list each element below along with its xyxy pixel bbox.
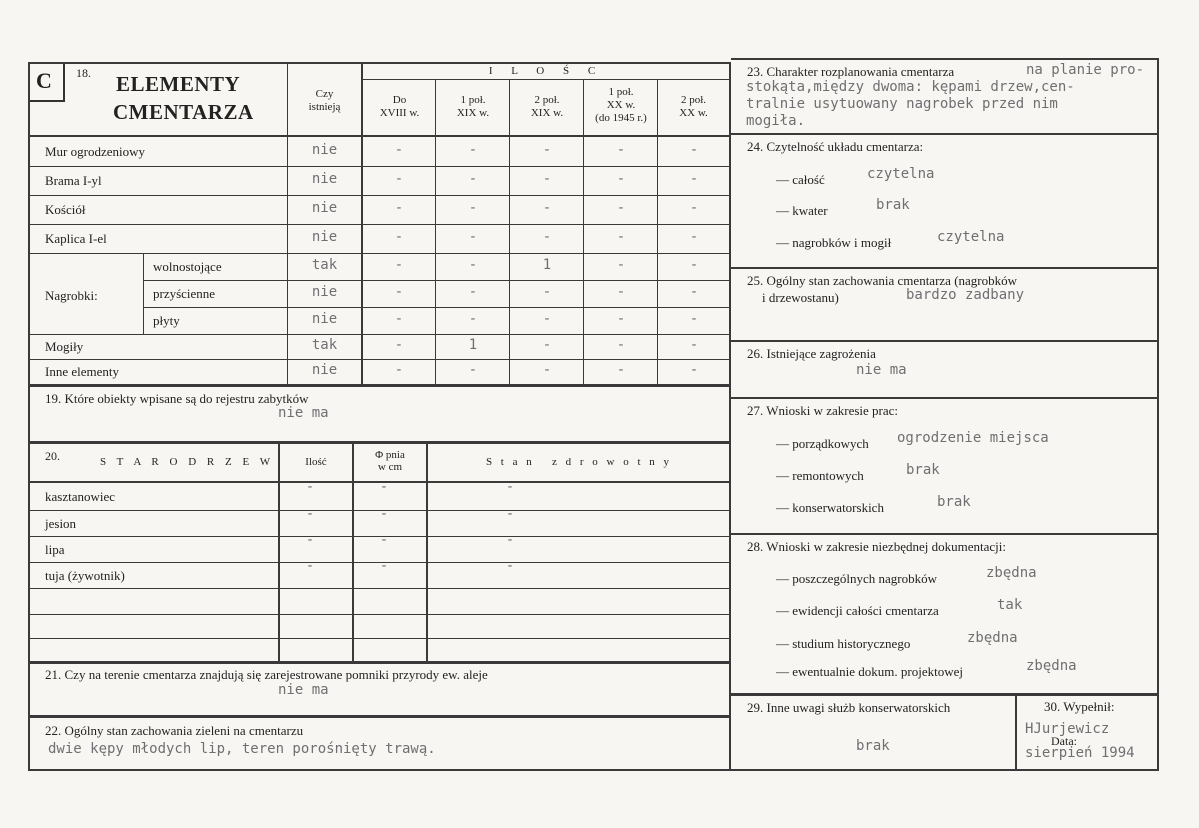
element-period-value: - [689, 170, 699, 187]
q22-label: 22. Ogólny stan zachowania zieleni na cmentarzu [45, 723, 304, 738]
element-period-value: - [616, 141, 626, 158]
element-period-value: - [394, 283, 404, 300]
period-header [436, 94, 510, 120]
grid-line [435, 80, 436, 385]
grid-line [28, 135, 731, 137]
grid-line [731, 397, 1159, 399]
element-period-value: - [542, 336, 552, 353]
element-row-label: Kościół [45, 201, 86, 217]
element-period-value: - [468, 228, 478, 245]
q29-label: 29. Inne uwagi służb konserwatorskich [747, 700, 951, 715]
q30-date-label: Data: [1051, 734, 1077, 748]
q24_items-item-value: brak [876, 197, 910, 213]
q27_items-item-value: brak [937, 494, 971, 510]
section-title-line1: ELEMENTY [116, 72, 241, 96]
section-letter: C [36, 68, 52, 93]
element-period-value: - [616, 256, 626, 273]
ilosc-header: I L O Ś C [488, 65, 604, 77]
q25-label1: 25. Ogólny stan zachowania cmentarza (nagrobków [747, 273, 1018, 288]
grid-line [28, 614, 731, 615]
nagrobki-label: Nagrobki: [45, 288, 98, 303]
q30-label: 30. Wypełnił: [1044, 699, 1115, 714]
col-exists-header [288, 88, 361, 114]
q20-ilosc: Ilość [305, 456, 327, 468]
element-period-value: - [394, 199, 404, 216]
q20-pnia [354, 449, 426, 473]
element-period-value: - [394, 361, 404, 378]
grid-line [731, 533, 1159, 535]
q22-value: dwie kępy młodych lip, teren porośnięty trawą. [48, 741, 436, 757]
grid-line [143, 253, 144, 334]
tree-ilosc: - [305, 479, 315, 495]
grid-line [657, 80, 658, 385]
tree-stan: - [505, 558, 515, 574]
element-period-value: - [468, 199, 478, 216]
period-line2: XVIII w. [379, 107, 420, 119]
grid-line [143, 280, 731, 281]
col-exists-l1: Czy [315, 88, 334, 100]
frame-line [28, 769, 731, 771]
element-period-value: - [616, 336, 626, 353]
grid-line [28, 638, 731, 639]
element-period-value: - [542, 283, 552, 300]
q21-label: 21. Czy na terenie cmentarza znajdują się zarejestrowane pomniki przyrody ew. aleje [45, 667, 488, 682]
q23-value1: na planie pro- [1026, 62, 1145, 78]
q28_items-item-label: — ewentualnie dokum. projektowej [776, 664, 964, 679]
q24-label: 24. Czytelność układu cmentarza: [747, 139, 924, 154]
period-header [363, 94, 436, 120]
q20-pnia-l1: Φ pnia [375, 449, 405, 461]
q20-num: 20. [45, 449, 60, 463]
period-line1: 1 poł. [608, 86, 634, 98]
grid-line [28, 384, 731, 387]
grid-line [361, 79, 731, 80]
q23-value4: mogiła. [746, 113, 806, 129]
element-period-value: - [468, 283, 478, 300]
period-line2: XIX w. [456, 107, 490, 119]
q28_items-item-value: zbędna [1026, 658, 1077, 674]
q20-header: S T A R O D R Z E W [100, 456, 275, 468]
element-exists-value: nie [311, 228, 338, 245]
element-row-label: płyty [153, 312, 180, 328]
element-row-label: przyścienne [153, 285, 216, 301]
tree-pnia: - [379, 506, 389, 522]
element-exists-value: nie [311, 283, 338, 300]
element-period-value: - [689, 228, 699, 245]
period-header [658, 94, 729, 120]
section-number: 18. [76, 66, 91, 80]
grid-line [28, 661, 731, 664]
grid-line [583, 80, 584, 385]
q23-value2: stokąta,między dwoma: kępami drzew,cen- [746, 79, 1075, 95]
element-period-value: - [689, 141, 699, 158]
element-period-value: - [542, 170, 552, 187]
q29-value: brak [856, 738, 890, 754]
q24_items-item-label: — nagrobków i mogił [776, 235, 892, 250]
element-period-value: - [616, 199, 626, 216]
q27-label: 27. Wnioski w zakresie prac: [747, 403, 899, 418]
q30-date: sierpień 1994 [1025, 745, 1135, 761]
tree-name: kasztanowiec [45, 489, 116, 504]
element-period-value: - [542, 141, 552, 158]
grid-line [28, 359, 731, 360]
grid-line [28, 441, 731, 444]
element-period-value: - [689, 199, 699, 216]
grid-line [731, 267, 1159, 269]
element-period-value: - [468, 310, 478, 327]
q26-value: nie ma [856, 362, 907, 378]
grid-line [28, 253, 731, 254]
element-row-label: Mogiły [45, 338, 84, 354]
element-row-label: Inne elementy [45, 363, 119, 379]
q27_items-item-value: brak [906, 462, 940, 478]
tree-ilosc: - [305, 532, 315, 548]
q20-pnia-l2: w cm [377, 461, 403, 473]
frame-line [731, 769, 1159, 771]
tree-pnia: - [379, 479, 389, 495]
tree-name: lipa [45, 542, 65, 557]
q23-label: 23. Charakter rozplanowania cmentarza [747, 64, 955, 79]
element-period-value: - [542, 199, 552, 216]
period-header [510, 94, 584, 120]
q24_items-item-value: czytelna [937, 229, 1005, 245]
q27_items-item-label: — porządkowych [776, 436, 869, 451]
frame-line [1157, 58, 1159, 771]
grid-line [352, 444, 354, 662]
q28_items-item-label: — poszczególnych nagrobków [776, 571, 938, 586]
element-period-value: - [689, 336, 699, 353]
element-row-label: Kaplica I-el [45, 230, 107, 246]
tree-stan: - [505, 506, 515, 522]
element-period-value: - [394, 336, 404, 353]
q28-label: 28. Wnioski w zakresie niezbędnej dokumentacji: [747, 539, 1006, 554]
grid-line [731, 693, 1159, 696]
grid-line [28, 715, 731, 718]
period-line3: (do 1945 r.) [595, 112, 647, 124]
element-row-label: Brama I-yl [45, 172, 102, 188]
element-exists-value: nie [311, 170, 338, 187]
q19-label: 19. Które obiekty wpisane są do rejestru zabytków [45, 391, 309, 406]
frame-line [731, 58, 1159, 60]
element-period-value: - [394, 256, 404, 273]
period-line1: 1 poł. [460, 94, 486, 106]
element-period-value: - [689, 283, 699, 300]
element-period-value: - [616, 283, 626, 300]
q27_items-item-label: — remontowych [776, 468, 864, 483]
q28_items-item-value: zbędna [986, 565, 1037, 581]
element-exists-value: nie [311, 310, 338, 327]
period-header [584, 86, 658, 125]
grid-line [1015, 693, 1017, 771]
element-period-value: - [394, 310, 404, 327]
q27_items-item-value: ogrodzenie miejsca [897, 430, 1049, 446]
tree-ilosc: - [305, 506, 315, 522]
element-period-value: - [616, 228, 626, 245]
period-line1: 2 poł. [534, 94, 560, 106]
section-letter-box [30, 64, 65, 102]
element-exists-value: nie [311, 361, 338, 378]
element-period-value: - [468, 170, 478, 187]
tree-stan: - [505, 532, 515, 548]
element-period-value: 1 [542, 256, 552, 273]
grid-line [28, 224, 731, 225]
element-period-value: - [394, 228, 404, 245]
q25-label2: i drzewostanu) [762, 290, 839, 305]
q24_items-item-value: czytelna [867, 166, 935, 182]
frame-line [28, 62, 731, 64]
element-period-value: - [616, 361, 626, 378]
q27_items-item-label: — konserwatorskich [776, 500, 884, 515]
element-period-value: - [394, 170, 404, 187]
period-line1: Do [392, 94, 407, 106]
tree-name: jesion [45, 516, 77, 531]
element-period-value: - [468, 141, 478, 158]
grid-line [28, 195, 731, 196]
tree-stan: - [505, 479, 515, 495]
element-row-label: Mur ogrodzeniowy [45, 143, 146, 159]
q28_items-item-value: zbędna [967, 630, 1018, 646]
element-period-value: - [394, 141, 404, 158]
q21-value: nie ma [278, 682, 329, 698]
grid-line [278, 444, 280, 662]
grid-line [426, 444, 428, 662]
period-line1: 2 poł. [680, 94, 707, 106]
q28_items-item-value: tak [997, 597, 1023, 613]
element-period-value: - [689, 256, 699, 273]
q28_items-item-label: — studium historycznego [776, 636, 911, 651]
grid-line [731, 133, 1159, 135]
grid-line [28, 588, 731, 589]
grid-line [143, 307, 731, 308]
q30-name: HJurjewicz [1025, 721, 1110, 737]
q24_items-item-label: — całość [776, 172, 825, 187]
element-exists-value: tak [311, 336, 338, 353]
element-period-value: - [689, 361, 699, 378]
section-title-line2: CMENTARZA [113, 100, 254, 124]
element-period-value: - [542, 310, 552, 327]
grid-line [28, 334, 731, 335]
q19-value: nie ma [278, 405, 329, 421]
period-line2: XX w. [679, 107, 708, 119]
element-exists-value: tak [311, 256, 338, 273]
element-period-value: - [468, 256, 478, 273]
element-period-value: - [542, 361, 552, 378]
element-exists-value: nie [311, 141, 338, 158]
q28_items-item-label: — ewidencji całości cmentarza [776, 603, 939, 618]
element-period-value: - [689, 310, 699, 327]
grid-line [731, 340, 1159, 342]
q20-stan: S t a n z d r o w o t n y [485, 456, 673, 468]
period-line2: XIX w. [530, 107, 564, 119]
tree-pnia: - [379, 558, 389, 574]
tree-pnia: - [379, 532, 389, 548]
tree-name: tuja (żywotnik) [45, 568, 125, 583]
element-row-label: wolnostojące [153, 258, 222, 274]
element-period-value: 1 [468, 336, 478, 353]
grid-line [28, 166, 731, 167]
tree-ilosc: - [305, 558, 315, 574]
q24_items-item-label: — kwater [776, 203, 828, 218]
col-exists-l2: istnieją [308, 101, 341, 113]
element-period-value: - [468, 361, 478, 378]
element-period-value: - [616, 170, 626, 187]
q23-value3: tralnie usytuowany nagrobek przed nim [746, 96, 1058, 112]
period-line2: XX w. [606, 99, 636, 111]
element-exists-value: nie [311, 199, 338, 216]
element-period-value: - [616, 310, 626, 327]
q25-value: bardzo zadbany [906, 287, 1025, 303]
grid-line [509, 80, 510, 385]
element-period-value: - [542, 228, 552, 245]
q26-label: 26. Istniejące zagrożenia [747, 346, 876, 361]
